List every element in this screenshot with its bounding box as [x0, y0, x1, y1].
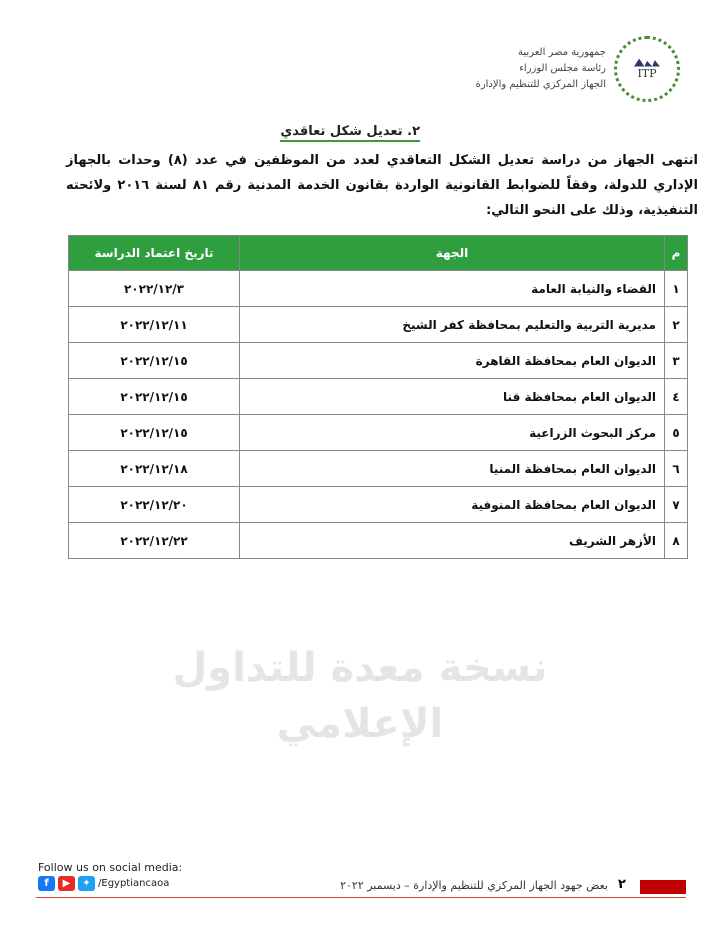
row-date: ٢٠٢٢/١٢/٢٠	[69, 487, 240, 523]
social-links	[38, 876, 169, 891]
youtube-icon[interactable]: ▶	[58, 876, 75, 891]
row-entity: القضاء والنيابة العامة	[240, 271, 665, 307]
entities-table	[68, 235, 688, 559]
social-handle[interactable]: /Egyptiancaoa	[98, 878, 170, 889]
row-number: ٨	[665, 523, 688, 559]
watermark: نسخة معدة للتداول الإعلامي	[172, 645, 548, 747]
col-entity: الجهة	[240, 236, 665, 271]
footer-text: بعض جهود الجهاز المركزي للتنظيم والإدارة – ديسمبر ٢٠٢٢	[340, 879, 608, 892]
row-date: ٢٠٢٢/١٢/٣	[69, 271, 240, 307]
col-number: م	[665, 236, 688, 271]
row-entity: الديوان العام بمحافظة المنيا	[240, 451, 665, 487]
table-row	[69, 271, 688, 307]
row-number: ٣	[665, 343, 688, 379]
table-row	[69, 343, 688, 379]
section-title: ٢. تعديل شكل تعاقدي	[280, 124, 420, 142]
table-row	[69, 487, 688, 523]
row-number: ٢	[665, 307, 688, 343]
row-number: ٥	[665, 415, 688, 451]
row-entity: الأزهر الشريف	[240, 523, 665, 559]
row-date: ٢٠٢٢/١٢/١٨	[69, 451, 240, 487]
twitter-icon[interactable]: ✦	[78, 876, 95, 891]
row-number: ١	[665, 271, 688, 307]
table-row	[69, 451, 688, 487]
row-date: ٢٠٢٢/١٢/٢٢	[69, 523, 240, 559]
logo-text: ITP	[637, 66, 657, 80]
ministry-logo	[614, 36, 680, 102]
row-entity: الديوان العام بمحافظة المنوفية	[240, 487, 665, 523]
row-entity: الديوان العام بمحافظة قنا	[240, 379, 665, 415]
row-date: ٢٠٢٢/١٢/١٥	[69, 343, 240, 379]
table-row	[69, 379, 688, 415]
row-entity: مديرية التربية والتعليم بمحافظة كفر الشيخ	[240, 307, 665, 343]
row-number: ٦	[665, 451, 688, 487]
facebook-icon[interactable]: f	[38, 876, 55, 891]
intro-paragraph: انتهى الجهاز من دراسة تعديل الشكل التعاقدي لعدد من الموظفين في عدد (٨) وحدات بالجهاز الإداري للدولة، وفقاً للضوابط القانونية الواردة بقانون الخدمة المدنية رقم ٨١ لسنة ٢٠١٦ ولائحته التنفيذية، وذلك على النحو التالي:	[66, 153, 698, 218]
header-line-1: جمهورية مصر العربية	[518, 47, 606, 58]
row-date: ٢٠٢٢/١٢/١٥	[69, 379, 240, 415]
row-number: ٧	[665, 487, 688, 523]
table-header-row	[69, 236, 688, 271]
row-number: ٤	[665, 379, 688, 415]
header-line-2: رئاسة مجلس الوزراء	[519, 63, 606, 74]
page-number: ٢	[618, 877, 626, 892]
footer-divider	[36, 897, 686, 898]
table-row	[69, 415, 688, 451]
header-line-3: الجهاز المركزي للتنظيم والإدارة	[475, 79, 606, 90]
follow-label: Follow us on social media:	[38, 861, 183, 874]
table-row	[69, 307, 688, 343]
row-entity: مركز البحوث الزراعية	[240, 415, 665, 451]
row-entity: الديوان العام بمحافظة القاهرة	[240, 343, 665, 379]
footer-red-bar	[640, 880, 686, 894]
col-date: تاريخ اعتماد الدراسة	[69, 236, 240, 271]
table-row	[69, 523, 688, 559]
letterhead	[476, 36, 680, 102]
row-date: ٢٠٢٢/١٢/١١	[69, 307, 240, 343]
content-flow	[66, 148, 698, 559]
row-date: ٢٠٢٢/١٢/١٥	[69, 415, 240, 451]
